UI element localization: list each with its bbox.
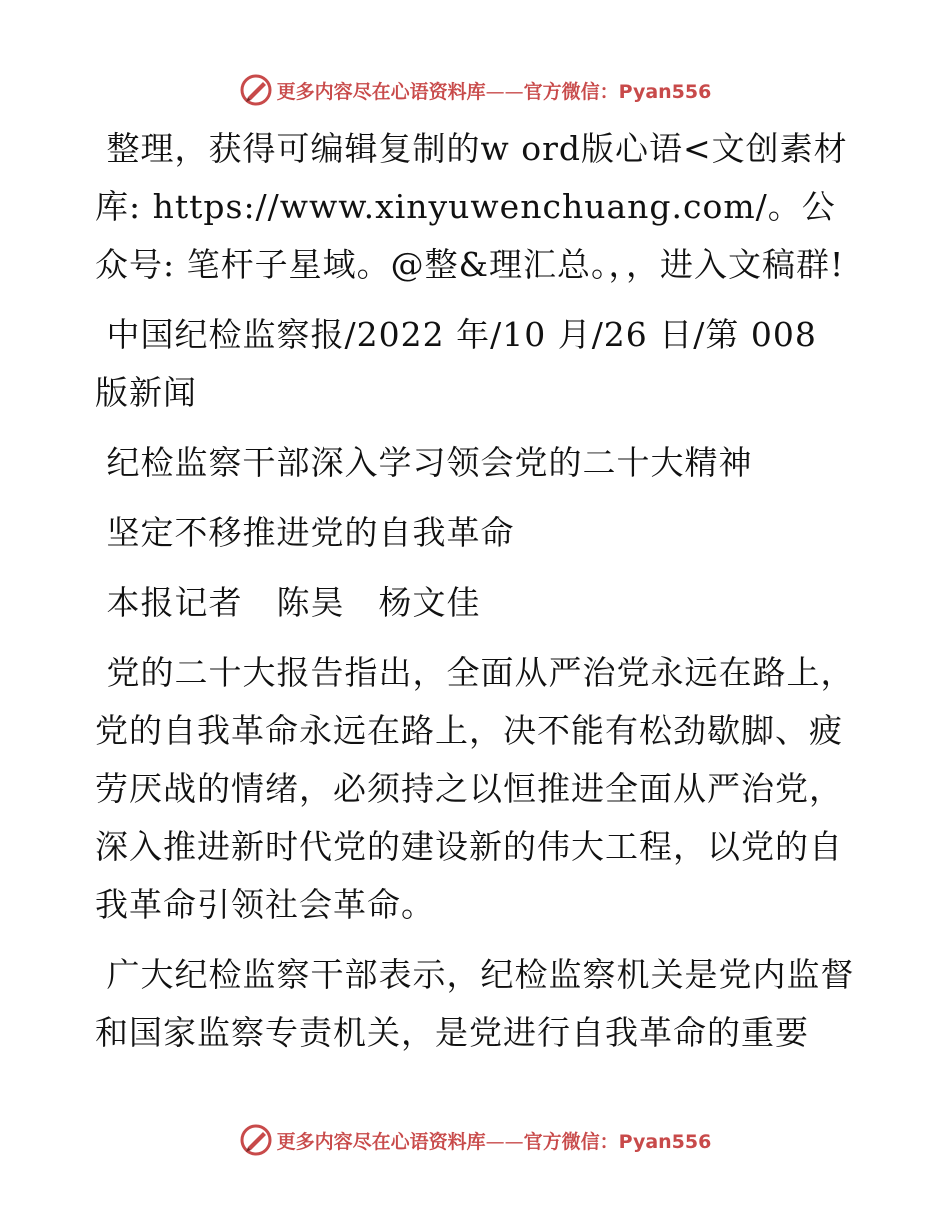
- watermark-label: 官方微信：: [523, 1130, 619, 1153]
- document-body: [95, 120, 855, 1074]
- watermark-separator: ——: [485, 1130, 524, 1153]
- watermark-text: [277, 1127, 712, 1154]
- footer-watermark: [0, 1120, 950, 1160]
- watermark-text: [277, 77, 712, 104]
- watermark-label: 官方微信：: [523, 80, 619, 103]
- pen-logo-icon: [239, 1123, 273, 1157]
- watermark-separator: ——: [485, 80, 524, 103]
- byline: 本报记者 陈昊 杨文佳: [95, 583, 481, 622]
- watermark-wechat: Pyan556: [618, 80, 712, 103]
- watermark-site: 更多内容尽在心语资料库: [276, 80, 486, 103]
- body-paragraph: 党的二十大报告指出，全面从严治党永远在路上，党的自我革命永远在路上，决不能有松劲歇脚、疲劳厌战的情绪，必须持之以恒推进全面从严治党，深入推进新时代党的建设新的伟大工程，以党的自我革命引领社会革命。: [95, 653, 855, 924]
- watermark-site: 更多内容尽在心语资料库: [276, 1130, 486, 1153]
- pen-logo-icon: [239, 73, 273, 107]
- body-paragraph: 广大纪检监察干部表示，纪检监察机关是党内监督和国家监察专责机关，是党进行自我革命的重要: [95, 955, 855, 1052]
- article-subheadline: 坚定不移推进党的自我革命: [95, 513, 515, 552]
- source-line: 中国纪检监察报/2022 年/10 月/26 日/第 008 版新闻: [95, 315, 829, 412]
- article-headline: 纪检监察干部深入学习领会党的二十大精神: [95, 443, 753, 482]
- watermark-wechat: Pyan556: [618, 1130, 712, 1153]
- intro-paragraph: 整理，获得可编辑复制的w ord版心语<文创素材库: https://www.xinyuwenchuang.com/。公众号: 笔杆子星域。@整&理汇总。，，进入文稿群!: [95, 129, 848, 284]
- header-watermark: [0, 70, 950, 110]
